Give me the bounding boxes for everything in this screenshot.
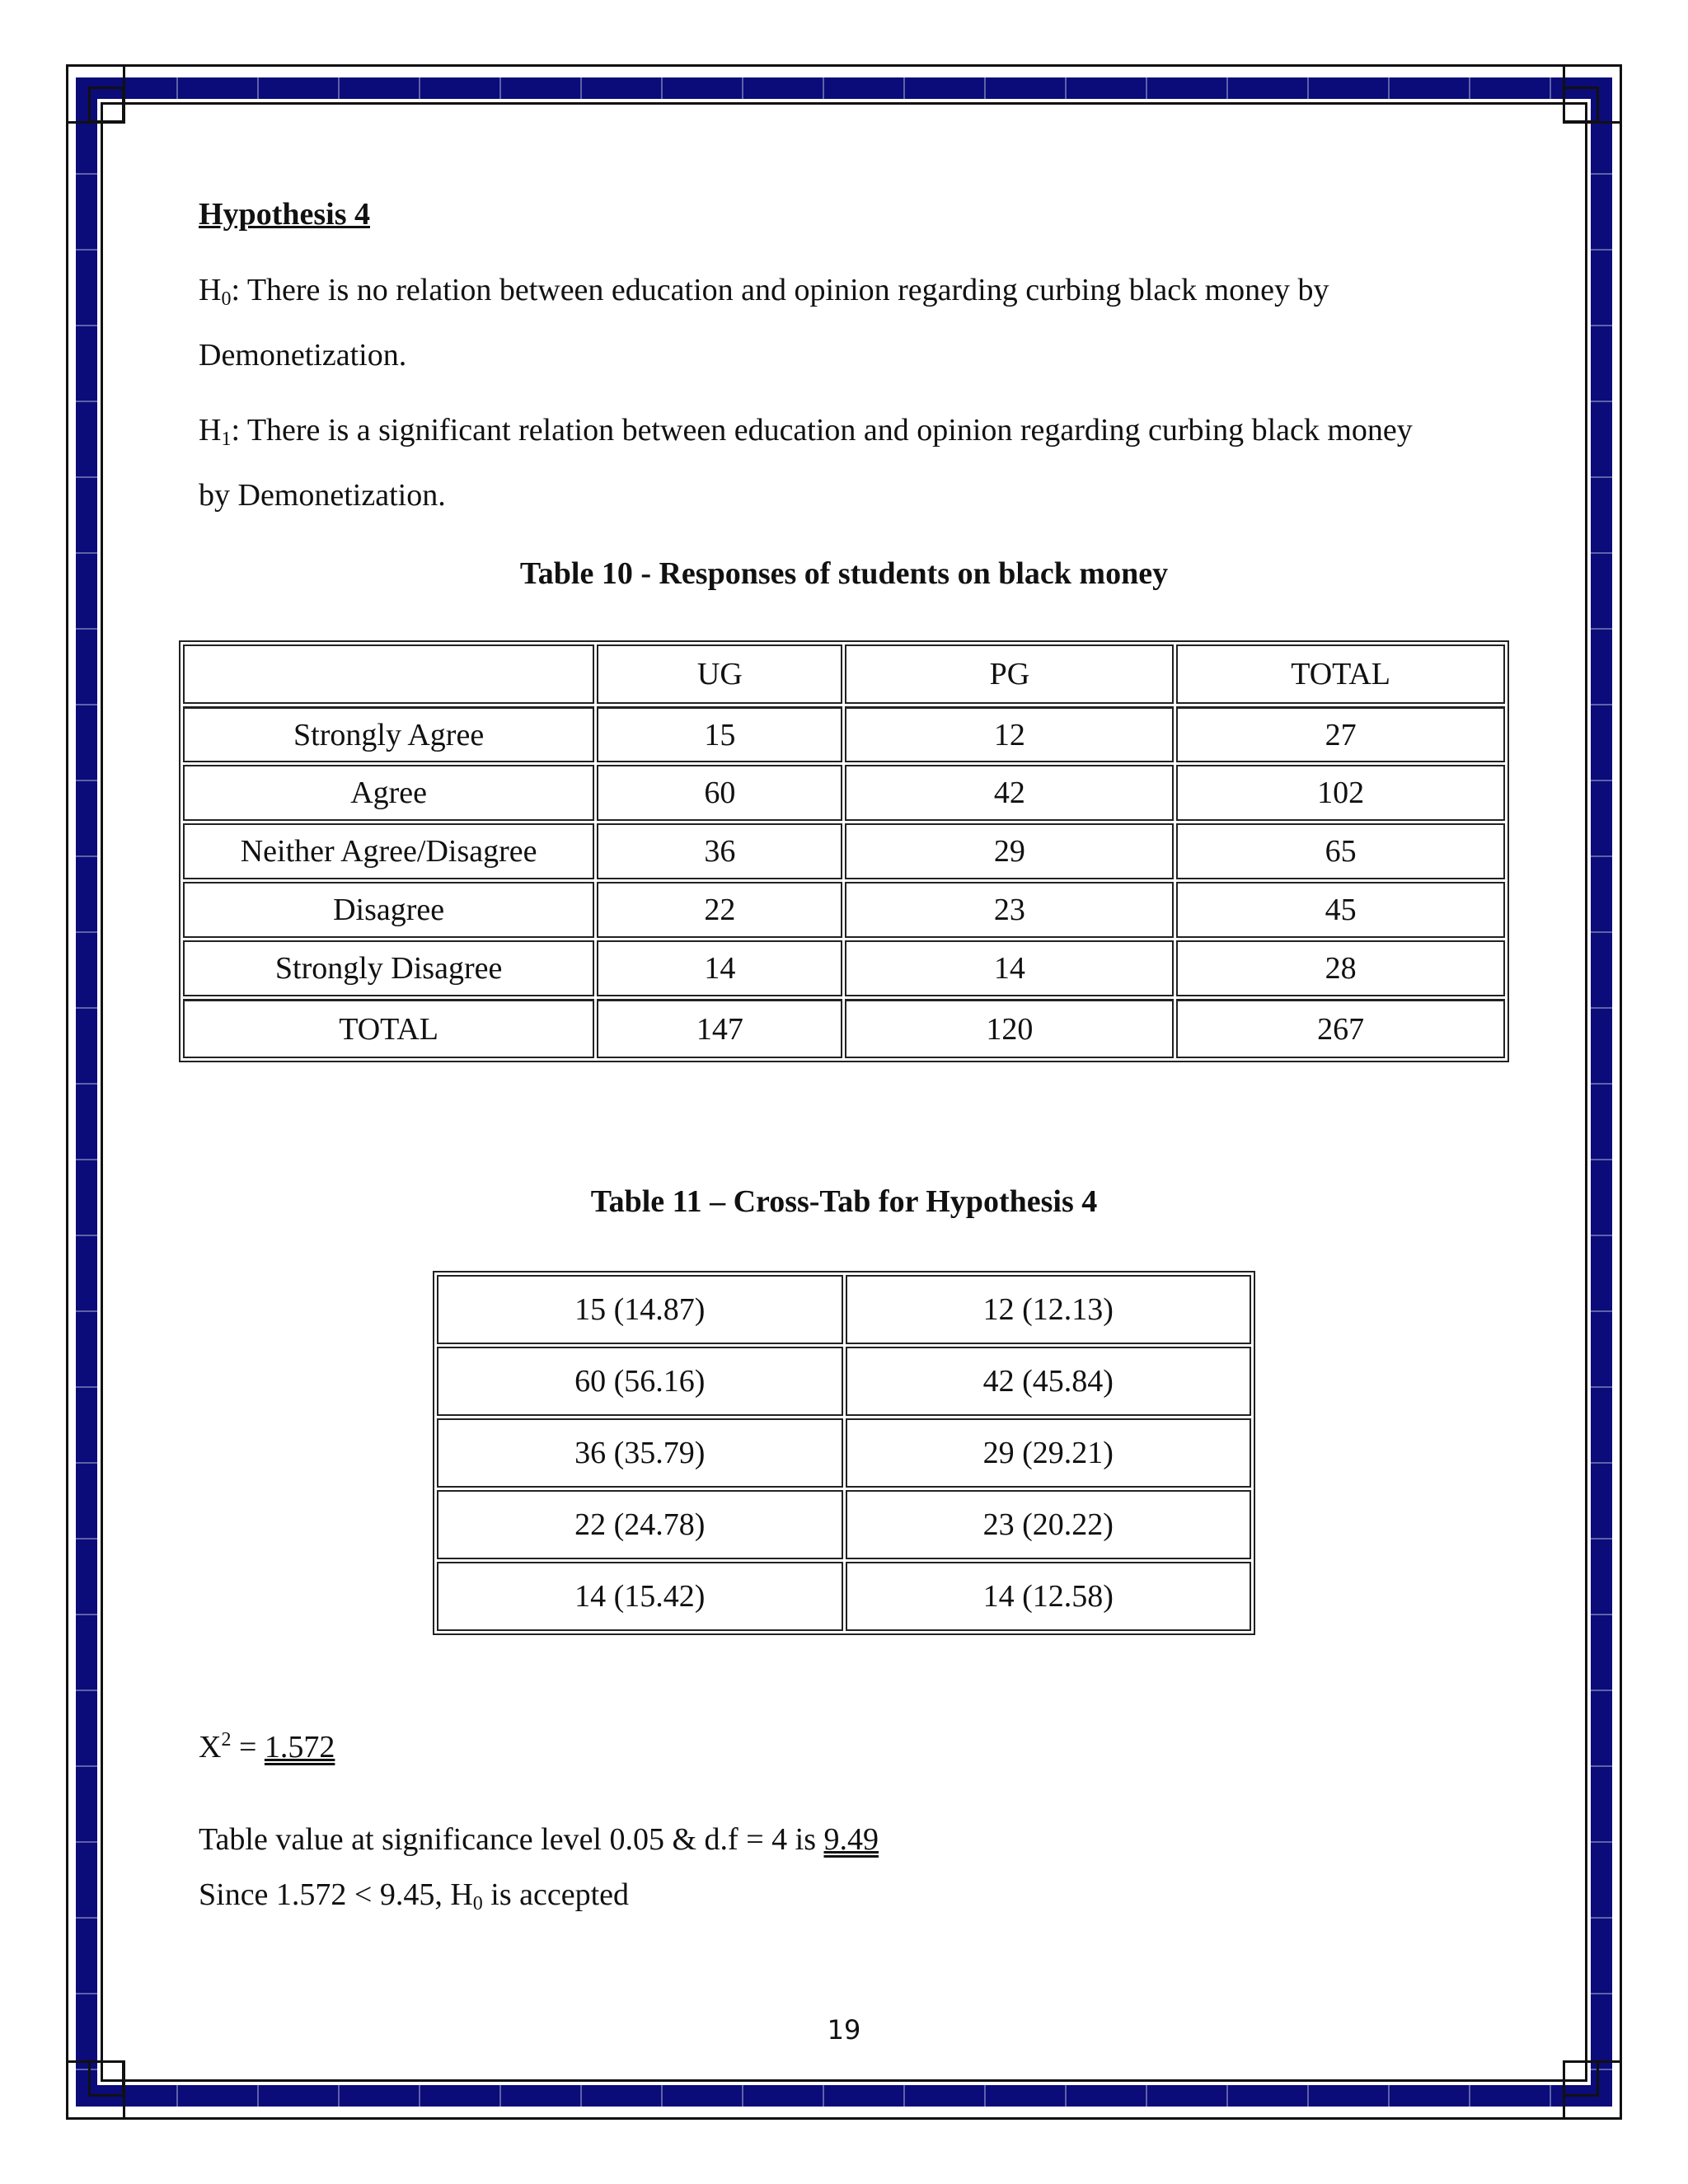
table10-cell: 65 — [1176, 823, 1505, 879]
chi-value: 1.572 — [264, 1730, 335, 1765]
table10-cell: 27 — [1176, 706, 1505, 762]
table11-row — [437, 1275, 1251, 1344]
h0-subscript: 0 — [221, 288, 232, 310]
table10-cell: 102 — [1176, 765, 1505, 821]
conclusion-subscript: 0 — [472, 1893, 483, 1915]
page-border-ticks-top — [97, 77, 1591, 99]
page-border-ticks-bottom — [97, 2085, 1591, 2107]
table11-cell: 12 (12.13) — [846, 1275, 1252, 1344]
chi-square-result — [199, 1729, 335, 1765]
table11-cell: 14 (15.42) — [437, 1562, 843, 1631]
table10-cell: 14 — [597, 940, 842, 996]
table10-cell: 12 — [845, 706, 1174, 762]
table10-total-label: TOTAL — [183, 999, 594, 1058]
table10-total-cell: 120 — [845, 999, 1174, 1058]
h1-line1: : There is a significant relation between education and opinion regarding curbing black money — [231, 413, 1413, 448]
table10-cell: 42 — [845, 765, 1174, 821]
table10-row — [183, 823, 1505, 879]
table10-header-cell: TOTAL — [1176, 644, 1505, 704]
table11-cell: 22 (24.78) — [437, 1490, 843, 1559]
table10-header-cell: UG — [597, 644, 842, 704]
table11-cell: 15 (14.87) — [437, 1275, 843, 1344]
table10-row-label: Agree — [183, 765, 594, 821]
table10-row — [183, 765, 1505, 821]
table10-row — [183, 882, 1505, 938]
border-corner-top-right — [1563, 64, 1622, 124]
table10-cell: 29 — [845, 823, 1174, 879]
table10-header-cell — [183, 644, 594, 704]
page-number: 19 — [827, 2014, 861, 2046]
conclusion-after: is accepted — [482, 1877, 630, 1912]
table10-cell: 60 — [597, 765, 842, 821]
table10-header-cell: PG — [845, 644, 1174, 704]
table11-crosstab — [433, 1271, 1255, 1635]
section-heading: Hypothesis 4 — [199, 197, 370, 232]
chi-symbol: X — [199, 1730, 222, 1765]
table10-row-label: Strongly Agree — [183, 706, 594, 762]
chi-superscript: 2 — [221, 1729, 232, 1750]
table10-cell: 15 — [597, 706, 842, 762]
table10-total-cell: 267 — [1176, 999, 1505, 1058]
table10-cell: 22 — [597, 882, 842, 938]
table-value-line — [199, 1821, 879, 1858]
table11-cell: 36 (35.79) — [437, 1418, 843, 1488]
table11-cell: 60 (56.16) — [437, 1347, 843, 1416]
table10-cell: 14 — [845, 940, 1174, 996]
alternative-hypothesis — [199, 402, 1501, 523]
table10-cell: 36 — [597, 823, 842, 879]
table10-total-cell: 147 — [597, 999, 842, 1058]
table11-caption: Table 11 – Cross-Tab for Hypothesis 4 — [590, 1184, 1098, 1219]
border-corner-top-left — [66, 64, 125, 124]
h0-line2: Demonetization. — [199, 338, 407, 373]
table10-row-label: Strongly Disagree — [183, 940, 594, 996]
table11-row — [437, 1347, 1251, 1416]
table11-cell: 42 (45.84) — [846, 1347, 1252, 1416]
conclusion-before: Since 1.572 < 9.45, H — [199, 1877, 473, 1912]
table10-row-label: Neither Agree/Disagree — [183, 823, 594, 879]
conclusion-line — [199, 1877, 629, 1915]
h0-prefix: H — [199, 273, 222, 307]
table10-row — [183, 940, 1505, 996]
table11-cell: 14 (12.58) — [846, 1562, 1252, 1631]
table10-total-row — [183, 999, 1505, 1058]
table10-caption: Table 10 - Responses of students on black money — [519, 556, 1169, 591]
h1-subscript: 1 — [221, 429, 232, 450]
null-hypothesis — [199, 262, 1501, 383]
table11-cell: 29 (29.21) — [846, 1418, 1252, 1488]
h1-line2: by Demonetization. — [199, 478, 446, 513]
table10-responses — [179, 640, 1509, 1062]
page-border-ticks-right — [1591, 99, 1612, 2085]
h0-line1: : There is no relation between education and opinion regarding curbing black money by — [231, 273, 1329, 307]
table11-row — [437, 1418, 1251, 1488]
table10-header-row — [183, 644, 1505, 704]
border-corner-bottom-left — [66, 2060, 125, 2120]
table10-cell: 28 — [1176, 940, 1505, 996]
border-corner-bottom-right — [1563, 2060, 1622, 2120]
table10-cell: 23 — [845, 882, 1174, 938]
table10-row-label: Disagree — [183, 882, 594, 938]
h1-prefix: H — [199, 413, 222, 448]
table11-row — [437, 1490, 1251, 1559]
page-border-ticks-left — [76, 99, 97, 2085]
table11-row — [437, 1562, 1251, 1631]
page-border-inner — [101, 102, 1587, 2082]
table10-cell: 45 — [1176, 882, 1505, 938]
table-value-number: 9.49 — [823, 1822, 879, 1857]
table10-row — [183, 706, 1505, 762]
table-value-text: Table value at significance level 0.05 & d.f = 4 is — [199, 1822, 824, 1857]
table11-cell: 23 (20.22) — [846, 1490, 1252, 1559]
chi-equals: = — [231, 1730, 265, 1765]
